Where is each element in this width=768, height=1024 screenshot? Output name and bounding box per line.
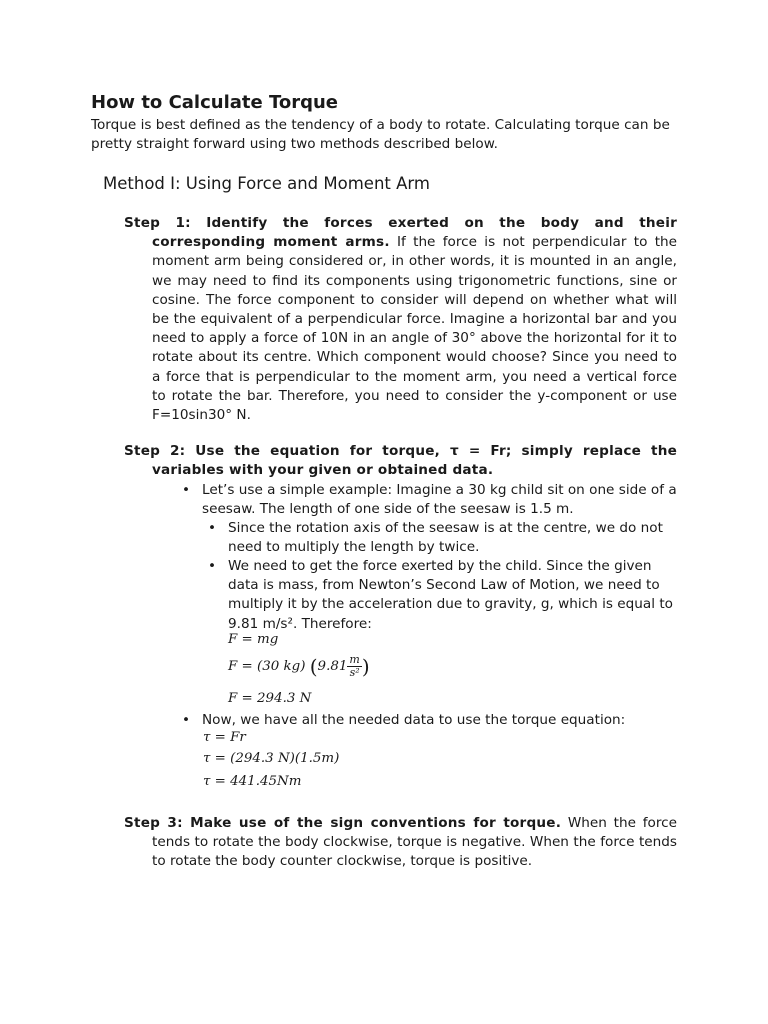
intro-paragraph: Torque is best defined as the tendency of a body to rotate. Calculating torque can be pretty straight forward using two methods described below. [91, 117, 670, 152]
equation: τ = (294.3 N)(1.5m) [203, 751, 340, 766]
list-item [208, 557, 677, 634]
fraction-numerator: m [349, 653, 360, 666]
bullet-text: Now, we have all the needed data to use the torque equation: [202, 712, 626, 728]
step-3 [124, 814, 677, 872]
bullet-text: We need to get the force exerted by the child. Since the given data is mass, from Newton’s Second Law of Motion, we need to multiply it by the acceleration due to gravity, g, which is equal to 9.81 m/s². Therefore: [228, 558, 673, 632]
step-1-heading: Step 1: Identify the forces exerted on the body and their corresponding moment arms. [124, 215, 677, 251]
equation: F = mg [228, 632, 279, 647]
bullet-icon: • [208, 520, 217, 536]
step-1 [124, 214, 677, 425]
fraction [347, 654, 361, 679]
equation [228, 654, 370, 679]
step-3-text: When the force tends to rotate the body clockwise, torque is negative. When the force tends to rotate the body counter clockwise, torque is positive. [152, 815, 677, 870]
equation-part: F = (30 kg) [228, 659, 306, 674]
bullet-text: Since the rotation axis of the seesaw is at the centre, we do not need to multiply the length by twice. [228, 520, 663, 556]
step-2-heading: Step 2: Use the equation for torque, τ = Fr; simply replace the variables with your given or obtained data. [124, 443, 677, 479]
bullet-icon: • [208, 558, 217, 574]
list-item [182, 711, 677, 730]
paren-right: ) [361, 654, 370, 679]
page-title: How to Calculate Torque [91, 92, 339, 113]
equation-part: 9.81 [317, 659, 348, 674]
step-1-text: If the force is not perpendicular to the moment arm being considered or, in other words, it is mounted in an angle, we may need to find its components using trigonometric functions, sine or cosine. The force component to consider will depend on whether what will be the equivalent of a perpendicular force. Imagine a horizontal bar and you need to apply a force of 10N in an angle of 30° above the horizontal for it to rotate about its centre. Which component would choose? Since you need to a force that is perpendicular to the moment arm, you need a vertical force to rotate the bar. Therefore, you need to consider the y-component or use F=10sin30° N. [152, 234, 678, 424]
equation: τ = 441.45Nm [203, 774, 302, 789]
method-heading: Method I: Using Force and Moment Arm [103, 174, 430, 193]
step-3-heading: Step 3: Make use of the sign conventions for torque. [124, 815, 562, 831]
paren-left: ( [309, 654, 318, 679]
fraction-denominator: s² [349, 666, 360, 679]
list-item [208, 519, 677, 557]
bullet-icon: • [182, 712, 191, 728]
list-item [182, 481, 677, 519]
equation: τ = Fr [203, 730, 246, 745]
equation: F = 294.3 N [228, 691, 312, 706]
bullet-icon: • [182, 482, 191, 498]
bullet-text: Let’s use a simple example: Imagine a 30 kg child sit on one side of a seesaw. The length of one side of the seesaw is 1.5 m. [202, 482, 677, 518]
step-2 [124, 442, 677, 480]
